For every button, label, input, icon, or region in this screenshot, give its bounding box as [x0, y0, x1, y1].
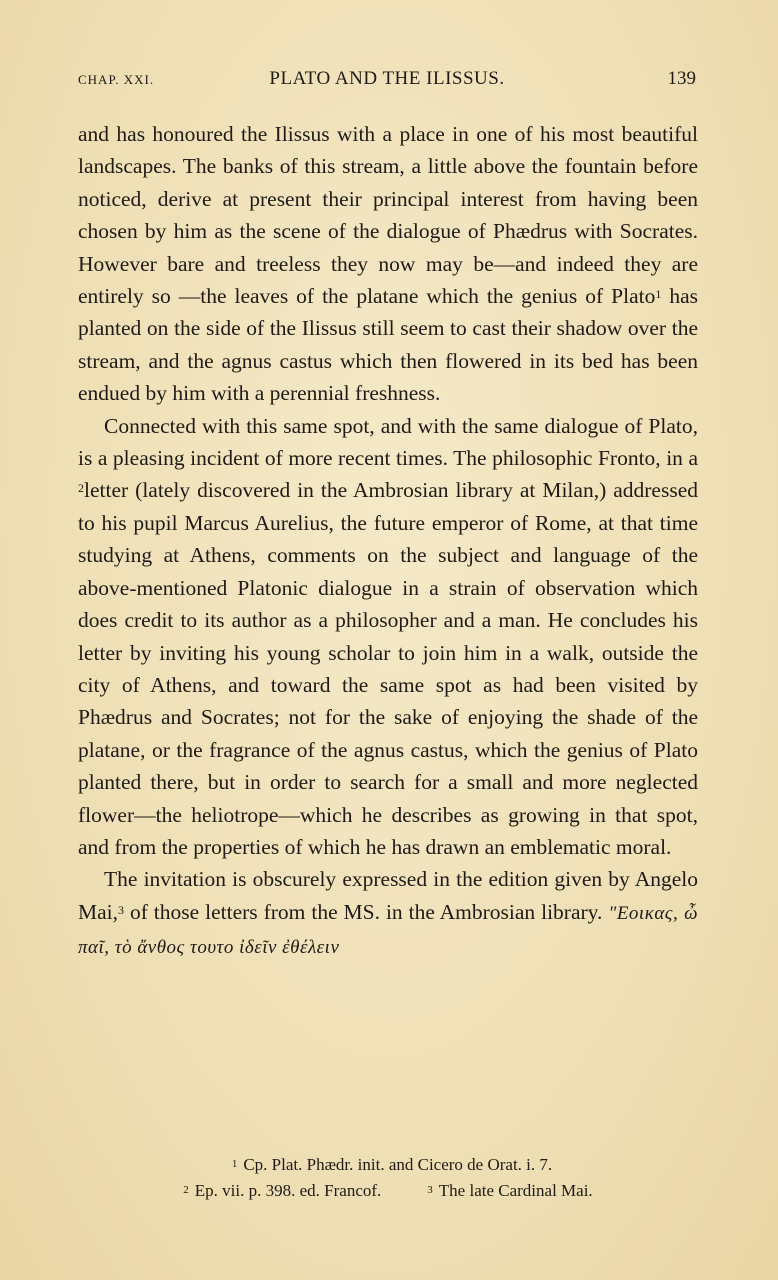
- paragraph-1-text: and has honoured the Ilissus with a place in one of his most beautiful landscapes. The banks of this stream, a little above the fountain before noticed, derive at present their principal interest from having been chosen by him as the scene of the dialogue of Phædrus with Socrates. However bare and treeless they now may be—and indeed they are entirely so —the leaves of the platane which the genius of Plato: [78, 122, 698, 309]
- paragraph-2: [78, 410, 698, 864]
- footnote-row: [78, 1178, 698, 1204]
- running-header: [78, 68, 696, 94]
- page-title: PLATO AND THE ILISSUS.: [269, 68, 505, 89]
- paragraph-3-text-cont: of those letters from the MS. in the Ambrosian library.: [124, 899, 609, 924]
- greek-quotation: "Εοικας, ὦ παῖ, τὸ ἄνθος τουτο ἰδεῖν ἐθέλειν: [78, 902, 698, 959]
- footnote-3: [427, 1178, 592, 1204]
- paragraph-3-text: The invitation is obscurely expressed in the edition given by Angelo Mai,: [78, 867, 698, 924]
- paragraph-3: [78, 863, 698, 964]
- paragraph-2-text: letter (lately discovered in the Ambrosian library at Milan,) addressed to his pupil Marcus Aurelius, the future emperor of Rome, at that time studying at Athens, comments on the subject and language of the above-mentioned Platonic dialogue in a strain of observation which does credit to its author as a philosopher and a man. He concludes his letter by inviting his young scholar to join him in a walk, outside the city of Athens, and toward the same spot as had been visited by Phædrus and Socrates; not for the sake of enjoying the shade of the platane, or the fragrance of the agnus castus, which the genius of Plato planted there, but in order to search for a small and more neglected flower—the heliotrope—which he describes as growing in that spot, and from the properties of which he has drawn an emblematic moral.: [78, 478, 698, 859]
- footnote-2-number: 2: [183, 1184, 189, 1196]
- paragraph-1-text-cont: has planted on the side of the Ilissus still seem to cast their shadow over the stream, and the agnus castus which then flowered in its bed has been endued by him with a perennial freshness.: [78, 284, 698, 406]
- footnote-ref-1: 1: [655, 287, 662, 302]
- page-number: 139: [667, 68, 696, 89]
- footnote-3-text: The late Cardinal Mai.: [438, 1181, 593, 1200]
- body-text: [78, 118, 698, 965]
- footnote-2-text: Ep. vii. p. 398. ed. Francof.: [194, 1181, 382, 1200]
- paragraph-1: [78, 118, 698, 410]
- chapter-label: CHAP. XXI.: [78, 72, 155, 87]
- footnote-2: [183, 1178, 381, 1204]
- footnote-ref-3: 3: [118, 902, 125, 917]
- footnote-1: [78, 1152, 698, 1178]
- footnote-ref-2: 2: [78, 481, 84, 496]
- footnotes: [78, 1152, 698, 1204]
- paragraph-2-text-start: Connected with this same spot, and with the same dialogue of Plato, is a pleasing incident of more recent times. The philosophic Fronto, in a: [78, 413, 698, 471]
- footnote-1-number: 1: [231, 1158, 238, 1170]
- footnote-1-text: Cp. Plat. Phædr. init. and Cicero de Orat. i. 7.: [243, 1155, 553, 1174]
- footnote-3-number: 3: [427, 1184, 433, 1196]
